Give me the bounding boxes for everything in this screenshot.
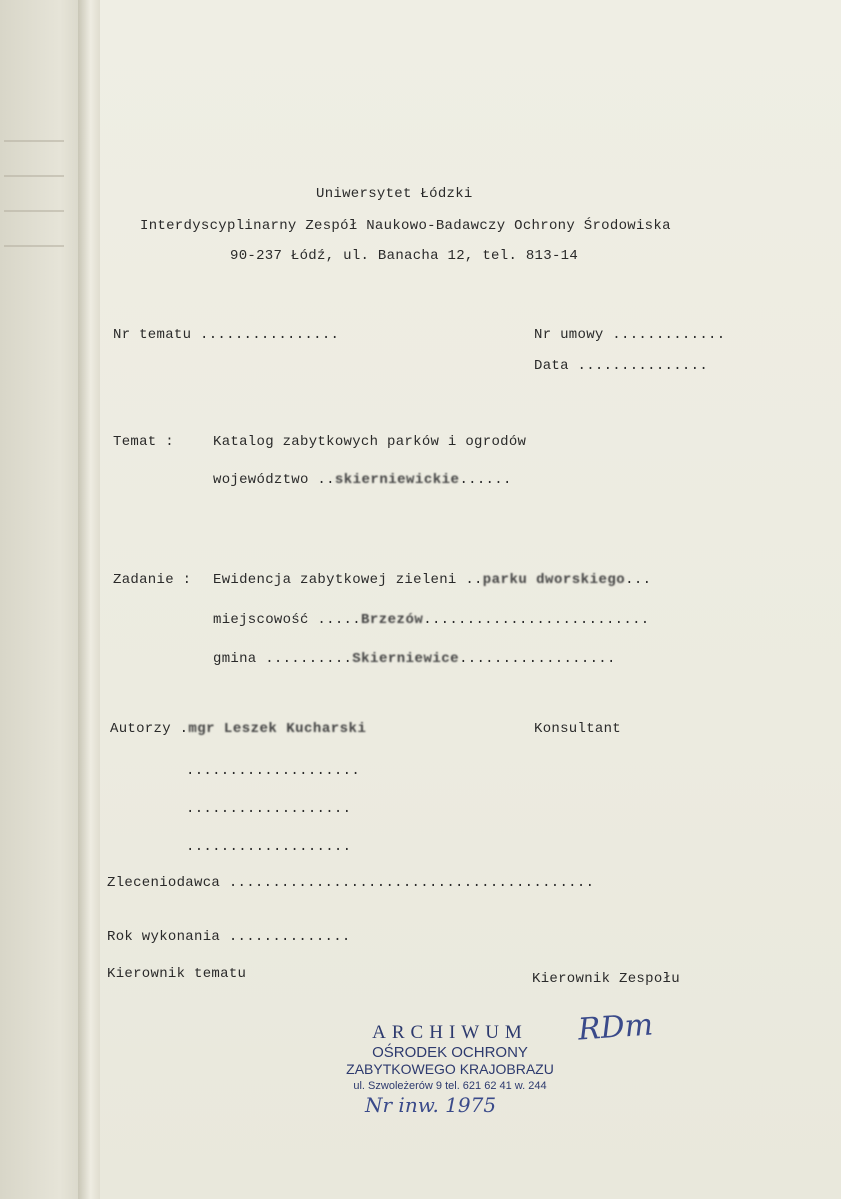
- register-dots: ...: [625, 572, 652, 588]
- authors-field: [110, 721, 366, 737]
- university-name: Uniwersytet Łódzki: [316, 186, 473, 202]
- consultant-label: Konsultant: [534, 721, 622, 737]
- commune-value: Skierniewice: [352, 651, 460, 667]
- team-manager-label: Kierownik Zespołu: [532, 971, 680, 987]
- stamp-title: ARCHIWUM: [372, 1022, 528, 1043]
- institute-name: Interdyscyplinarny Zespół Naukowo-Badawczy Ochrony Środowiska: [140, 218, 671, 234]
- archive-stamp: [340, 1022, 560, 1094]
- back-page-mark: [4, 175, 64, 177]
- voivodeship-value: skierniewickie: [334, 472, 460, 488]
- authors-value: mgr Leszek Kucharski: [188, 721, 367, 737]
- year-field: Rok wykonania ..............: [107, 929, 351, 945]
- stamp-line-3: ZABYTKOWEGO KRAJOBRAZU: [346, 1061, 554, 1077]
- back-page-mark: [4, 140, 64, 142]
- inventory-number: Nr inw. 1975: [365, 1093, 497, 1117]
- register-value: parku dworskiego: [482, 572, 626, 588]
- voivodeship-field: [213, 472, 512, 488]
- locality-dots: ..........................: [423, 612, 650, 628]
- topic-label: Temat :: [113, 434, 174, 450]
- date-field: Data ...............: [534, 358, 709, 374]
- stamp-line-2: OŚRODEK OCHRONY: [372, 1044, 528, 1061]
- institute-address: 90-237 Łódź, ul. Banacha 12, tel. 813-14: [230, 248, 579, 264]
- author-line-2: ...................: [186, 801, 352, 817]
- voivodeship-label: województwo ..: [213, 472, 335, 488]
- back-page-mark: [4, 210, 64, 212]
- stamp-address: ul. Szwoleżerów 9 tel. 621 62 41 w. 244: [353, 1080, 547, 1092]
- back-page-mark: [4, 245, 64, 247]
- locality-field: [213, 612, 650, 628]
- topic-number-field: Nr tematu ................: [113, 327, 340, 343]
- locality-label: miejscowość .....: [213, 612, 361, 628]
- locality-value: Brzezów: [360, 612, 424, 628]
- commune-dots: ..................: [459, 651, 616, 667]
- commune-field: [213, 651, 616, 667]
- register-label: Ewidencja zabytkowej zieleni ..: [213, 572, 483, 588]
- signature: RDm: [576, 1007, 655, 1048]
- author-line-1: ....................: [186, 763, 361, 779]
- task-label: Zadanie :: [113, 572, 192, 588]
- topic-value: Katalog zabytkowych parków i ogrodów: [213, 434, 527, 450]
- topic-manager-label: Kierownik tematu: [107, 966, 247, 982]
- author-line-3: ...................: [186, 839, 352, 855]
- contract-number-field: Nr umowy .............: [534, 327, 726, 343]
- authors-label: Autorzy .: [110, 721, 189, 737]
- commune-label: gmina ..........: [213, 651, 353, 667]
- document-sheet: [100, 0, 841, 1199]
- register-field: [213, 572, 651, 588]
- voivodeship-dots: ......: [459, 472, 512, 488]
- client-field: Zleceniodawca ..........................................: [107, 875, 595, 891]
